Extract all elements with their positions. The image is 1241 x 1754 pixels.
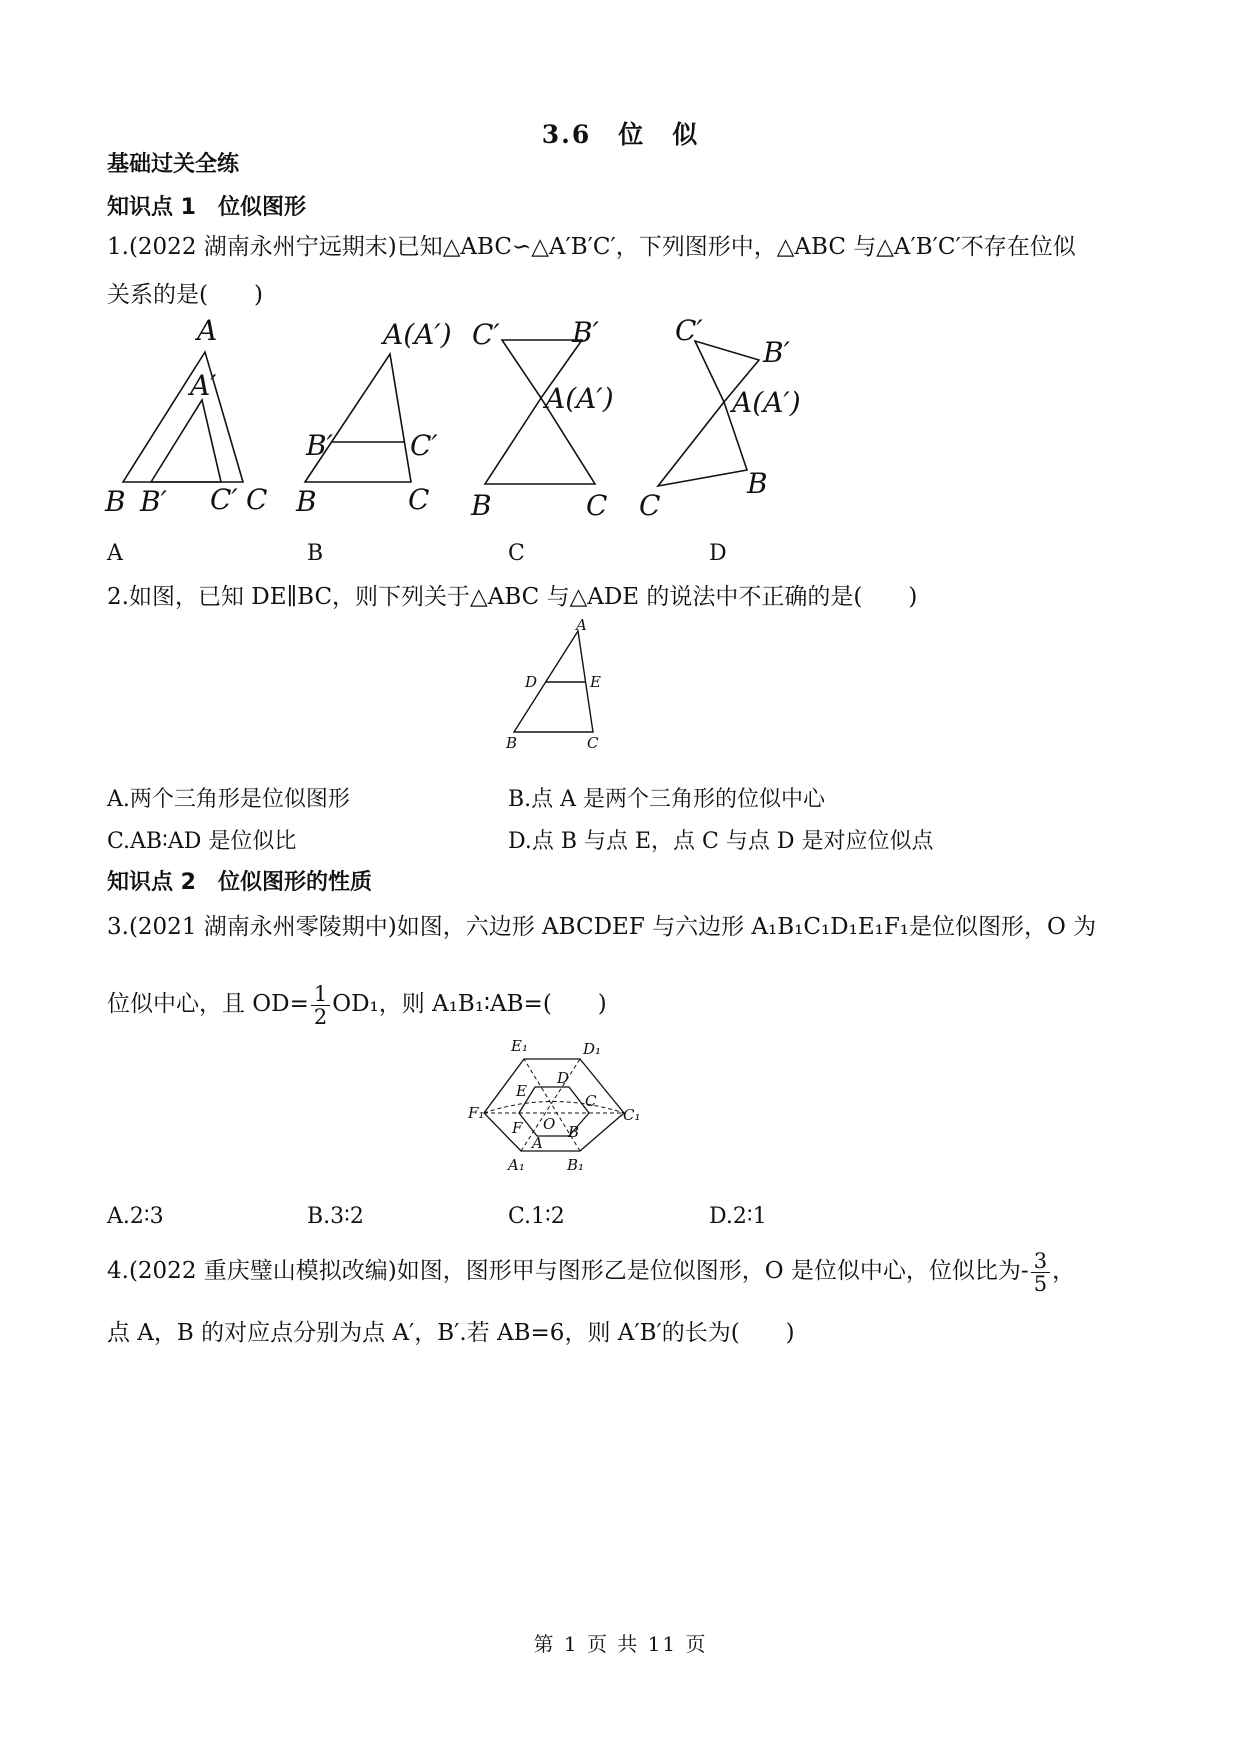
q3-label-O: O bbox=[543, 1115, 556, 1133]
q3-option-c: C.1∶2 bbox=[508, 1204, 565, 1229]
q3-label-E1: E₁ bbox=[511, 1037, 528, 1055]
q4-fraction-numerator: 3 bbox=[1031, 1250, 1050, 1273]
fig-c-label-C-prime: C′ bbox=[472, 318, 500, 351]
q3-fraction-denominator: 2 bbox=[313, 1004, 328, 1029]
q3-label-D: D bbox=[557, 1069, 570, 1087]
q2-option-b: B.点 A 是两个三角形的位似中心 bbox=[508, 787, 826, 812]
q3-stem-line2-post: OD₁，则 A₁B₁∶AB=( ) bbox=[332, 991, 607, 1017]
q1-figure-a-caption: A bbox=[107, 541, 123, 566]
knowledge-point-2-heading: 知识点 2 位似图形的性质 bbox=[107, 870, 372, 895]
q3-label-F1: F₁ bbox=[468, 1104, 485, 1122]
q1-stem-line1: 1.(2022 湖南永州宁远期末)已知△ABC∽△A′B′C′，下列图形中，△ABC 与△A′B′C′不存在位似 bbox=[107, 234, 1076, 260]
fig-a-label-C: C bbox=[246, 483, 268, 516]
q3-label-E: E bbox=[516, 1082, 527, 1100]
page-title: 3.6 位 似 bbox=[541, 120, 700, 149]
q4-stem-line2: 点 A，B 的对应点分别为点 A′，B′.若 AB=6，则 A′B′的长为( ) bbox=[107, 1320, 795, 1346]
q1-figure-d bbox=[635, 310, 835, 525]
q4-stem-line1-pre: 4.(2022 重庆璧山模拟改编)如图，图形甲与图形乙是位似图形，O 是位似中心，位似比为- bbox=[107, 1258, 1029, 1284]
fig-b-label-B: B bbox=[296, 485, 317, 518]
fig-d-label-B-prime: B′ bbox=[763, 336, 790, 369]
q2-label-A: A bbox=[576, 617, 587, 634]
fig-c-label-A: A(A′) bbox=[545, 382, 614, 415]
q2-label-D: D bbox=[525, 673, 538, 691]
fig-b-label-C: C bbox=[408, 483, 430, 516]
q2-stem: 2.如图，已知 DE∥BC，则下列关于△ABC 与△ADE 的说法中不正确的是( ) bbox=[107, 584, 918, 610]
q3-label-A: A bbox=[532, 1134, 543, 1152]
q1-figure-c bbox=[465, 310, 655, 525]
q3-label-C: C bbox=[585, 1092, 597, 1110]
fig-a-label-A-prime: A′ bbox=[190, 369, 217, 402]
fig-d-label-A: A(A′) bbox=[732, 386, 801, 419]
fig-a-label-B: B bbox=[105, 485, 126, 518]
q1-figure-c-caption: C bbox=[508, 541, 525, 566]
q3-fraction bbox=[311, 983, 330, 1028]
q2-figure bbox=[500, 617, 620, 757]
q3-stem-line2 bbox=[107, 976, 607, 1032]
q2-label-B: B bbox=[506, 734, 518, 752]
q2-label-E: E bbox=[590, 673, 601, 691]
q4-fraction bbox=[1031, 1250, 1050, 1295]
knowledge-point-1-heading: 知识点 1 位似图形 bbox=[107, 195, 306, 220]
q2-label-C: C bbox=[587, 734, 599, 752]
fig-a-label-B-prime: B′ bbox=[140, 485, 167, 518]
section-heading: 基础过关全练 bbox=[107, 152, 240, 177]
q3-figure bbox=[455, 1030, 665, 1190]
q2-option-c: C.AB∶AD 是位似比 bbox=[107, 829, 297, 854]
q3-stem-line2-pre: 位似中心，且 OD= bbox=[107, 991, 309, 1017]
q3-fraction-numerator: 1 bbox=[311, 983, 330, 1006]
q3-label-A1: A₁ bbox=[508, 1156, 525, 1174]
page-footer: 第 1 页 共 11 页 bbox=[533, 1632, 708, 1656]
q3-label-F: F bbox=[512, 1119, 523, 1137]
fig-d-label-B: B bbox=[747, 467, 768, 500]
q3-stem-line1: 3.(2021 湖南永州零陵期中)如图，六边形 ABCDEF 与六边形 A₁B₁C₁D₁E₁F₁是位似图形，O 为 bbox=[107, 914, 1097, 940]
q3-label-C1: C₁ bbox=[623, 1106, 641, 1124]
q4-stem-line1-post: ， bbox=[1052, 1258, 1076, 1284]
fig-a-label-A: A bbox=[197, 314, 218, 347]
fig-a-label-C-prime: C′ bbox=[210, 483, 238, 516]
q1-figure-d-caption: D bbox=[709, 541, 727, 566]
q2-option-a: A.两个三角形是位似图形 bbox=[107, 787, 350, 812]
fig-c-label-B-prime: B′ bbox=[572, 316, 599, 349]
fig-b-label-C-prime: C′ bbox=[410, 429, 438, 462]
fig-d-label-C-prime: C′ bbox=[675, 314, 703, 347]
q4-stem-line1 bbox=[107, 1243, 1075, 1299]
fig-b-label-A: A(A′) bbox=[383, 318, 452, 351]
q1-figure-b bbox=[290, 310, 460, 525]
fig-b-label-B-prime: B′ bbox=[306, 429, 333, 462]
q3-option-a: A.2∶3 bbox=[107, 1204, 164, 1229]
q3-option-d: D.2∶1 bbox=[709, 1204, 767, 1229]
q1-figure-b-caption: B bbox=[307, 541, 324, 566]
q1-stem-line2: 关系的是( ) bbox=[107, 282, 263, 308]
fig-c-label-B: B bbox=[471, 489, 492, 522]
q3-label-D1: D₁ bbox=[583, 1040, 602, 1058]
q3-option-b: B.3∶2 bbox=[307, 1204, 364, 1229]
q1-figure-a bbox=[100, 310, 280, 525]
q4-fraction-denominator: 5 bbox=[1033, 1271, 1048, 1296]
q2-option-d: D.点 B 与点 E，点 C 与点 D 是对应位似点 bbox=[508, 829, 934, 854]
q3-label-B: B bbox=[568, 1123, 580, 1141]
fig-c-label-C: C bbox=[586, 489, 608, 522]
q3-label-B1: B₁ bbox=[567, 1156, 585, 1174]
fig-d-label-C: C bbox=[639, 489, 661, 522]
